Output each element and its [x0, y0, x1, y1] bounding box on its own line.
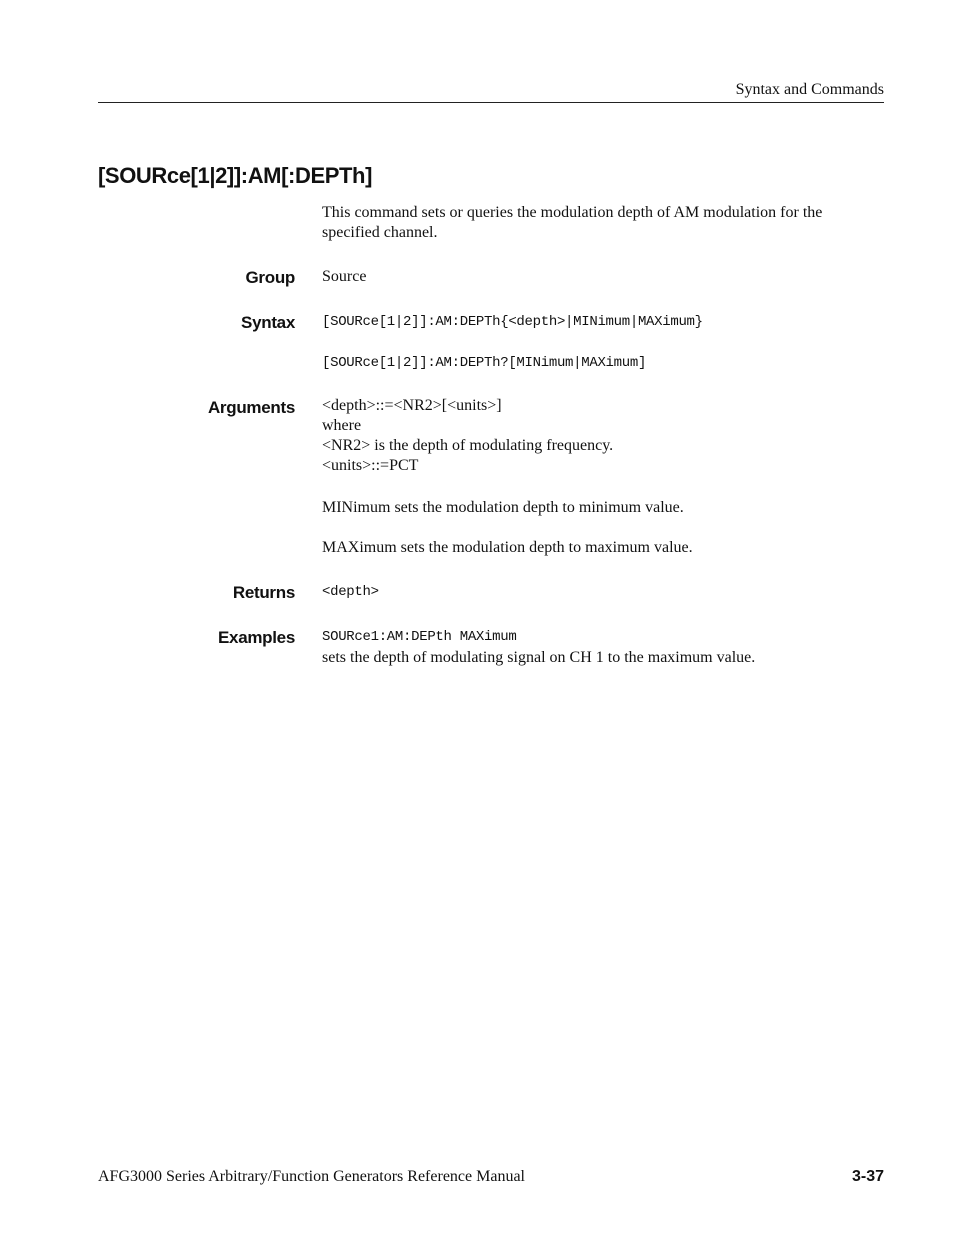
example-command: SOURce1:AM:DEPth MAXimum [322, 629, 517, 645]
group-label: Group [245, 268, 295, 287]
example-description: sets the depth of modulating signal on CH 1 to the maximum value. [322, 649, 756, 666]
arguments-label: Arguments [207, 398, 295, 417]
syntax-set-form: [SOURce[1|2]]:AM:DEPTh{<depth>|MINimum|MAXimum} [322, 314, 703, 330]
header-rule [98, 102, 884, 103]
arguments-line: where [322, 417, 362, 434]
arguments-minimum: MINimum sets the modulation depth to minimum value. [322, 499, 684, 516]
group-value: Source [322, 268, 367, 285]
returns-label: Returns [232, 583, 295, 602]
arguments-definition [322, 396, 884, 476]
command-description: This command sets or queries the modulation depth of AM modulation for the specified channel. [322, 204, 823, 241]
footer-manual-title: AFG3000 Series Arbitrary/Function Generators Reference Manual [98, 1168, 525, 1185]
syntax-query-form: [SOURce[1|2]]:AM:DEPTh?[MINimum|MAXimum] [322, 355, 647, 371]
page-number: 3-37 [851, 1168, 884, 1185]
command-title: [SOURce[1|2]]:AM[:DEPTh] [98, 163, 372, 188]
examples-label: Examples [218, 628, 295, 647]
arguments-line: <units>::=PCT [322, 457, 419, 474]
syntax-label: Syntax [241, 313, 295, 332]
arguments-line: <NR2> is the depth of modulating frequency. [322, 437, 614, 454]
running-header: Syntax and Commands [735, 81, 884, 98]
arguments-line: <depth>::=<NR2>[<units>] [322, 397, 502, 414]
returns-value: <depth> [322, 584, 379, 600]
arguments-maximum: MAXimum sets the modulation depth to maximum value. [322, 539, 693, 556]
